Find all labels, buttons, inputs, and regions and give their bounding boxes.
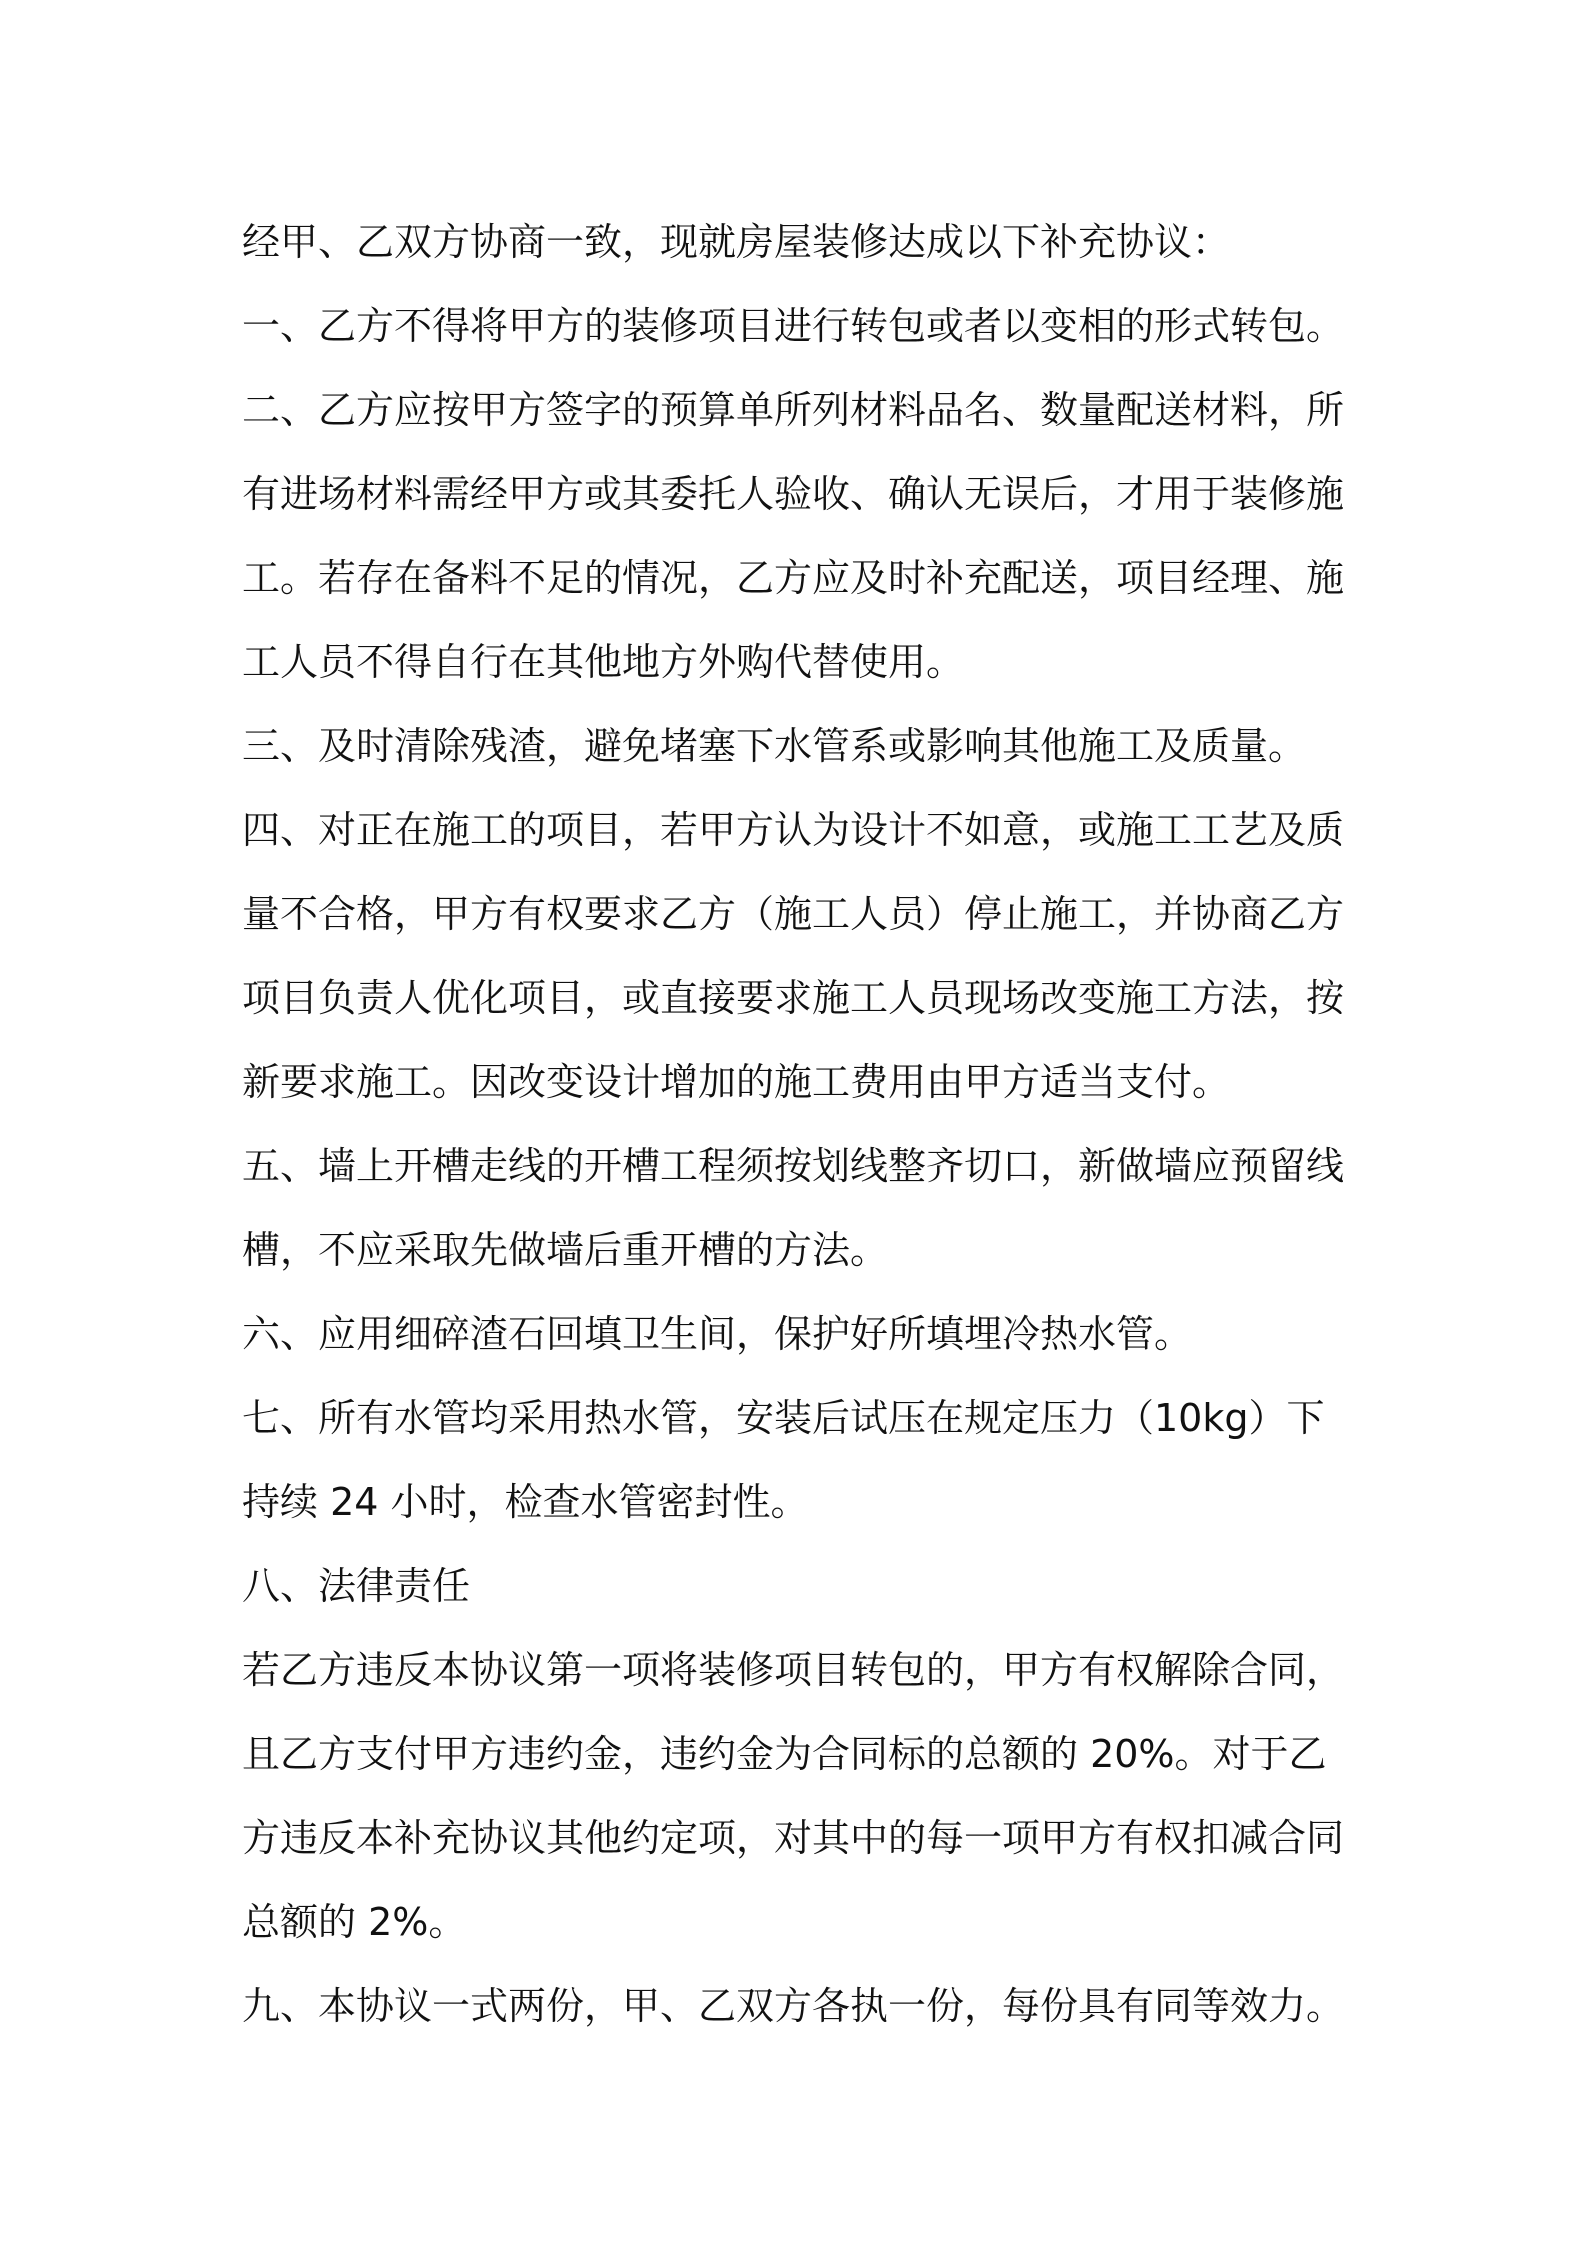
- paragraph-clause-4: 四、对正在施工的项目，若甲方认为设计不如意，或施工工艺及质量不合格，甲方有权要求乙方（施工人员）停止施工，并协商乙方项目负责人优化项目，或直接要求施工人员现场改变施工方法，按新要求施工。因改变设计增加的施工费用由甲方适当支付。: [242, 808, 1345, 1104]
- paragraph-clause-5: 五、墙上开槽走线的开槽工程须按划线整齐切口，新做墙应预留线槽，不应采取先做墙后重开槽的方法。: [242, 1144, 1345, 1272]
- paragraph-clause-6: 六、应用细碎渣石回填卫生间，保护好所填埋冷热水管。: [242, 1312, 1193, 1356]
- paragraph-clause-8-heading: 八、法律责任: [242, 1564, 471, 1608]
- paragraph-clause-2: 二、乙方应按甲方签字的预算单所列材料品名、数量配送材料，所有进场材料需经甲方或其委托人验收、确认无误后，才用于装修施工。若存在备料不足的情况，乙方应及时补充配送，项目经理、施工人员不得自行在其他地方外购代替使用。: [242, 388, 1345, 684]
- paragraph-clause-1: 一、乙方不得将甲方的装修项目进行转包或者以变相的形式转包。: [242, 304, 1345, 348]
- paragraph-clause-8-body: 若乙方违反本协议第一项将装修项目转包的，甲方有权解除合同，且乙方支付甲方违约金，违约金为合同标的总额的 20%。对于乙方违反本补充协议其他约定项，对其中的每一项甲方有权扣减合同总额的 2%。: [242, 1648, 1345, 1944]
- paragraph-clause-3: 三、及时清除残渣，避免堵塞下水管系或影响其他施工及质量。: [242, 724, 1307, 768]
- paragraph-intro: 经甲、乙双方协商一致，现就房屋装修达成以下补充协议：: [242, 220, 1231, 264]
- document-body: [242, 200, 1362, 2048]
- paragraph-clause-7: 七、所有水管均采用热水管，安装后试压在规定压力（10kg）下持续 24 小时，检查水管密封性。: [242, 1396, 1325, 1524]
- paragraph-clause-9: 九、本协议一式两份，甲、乙双方各执一份，每份具有同等效力。: [242, 1984, 1345, 2028]
